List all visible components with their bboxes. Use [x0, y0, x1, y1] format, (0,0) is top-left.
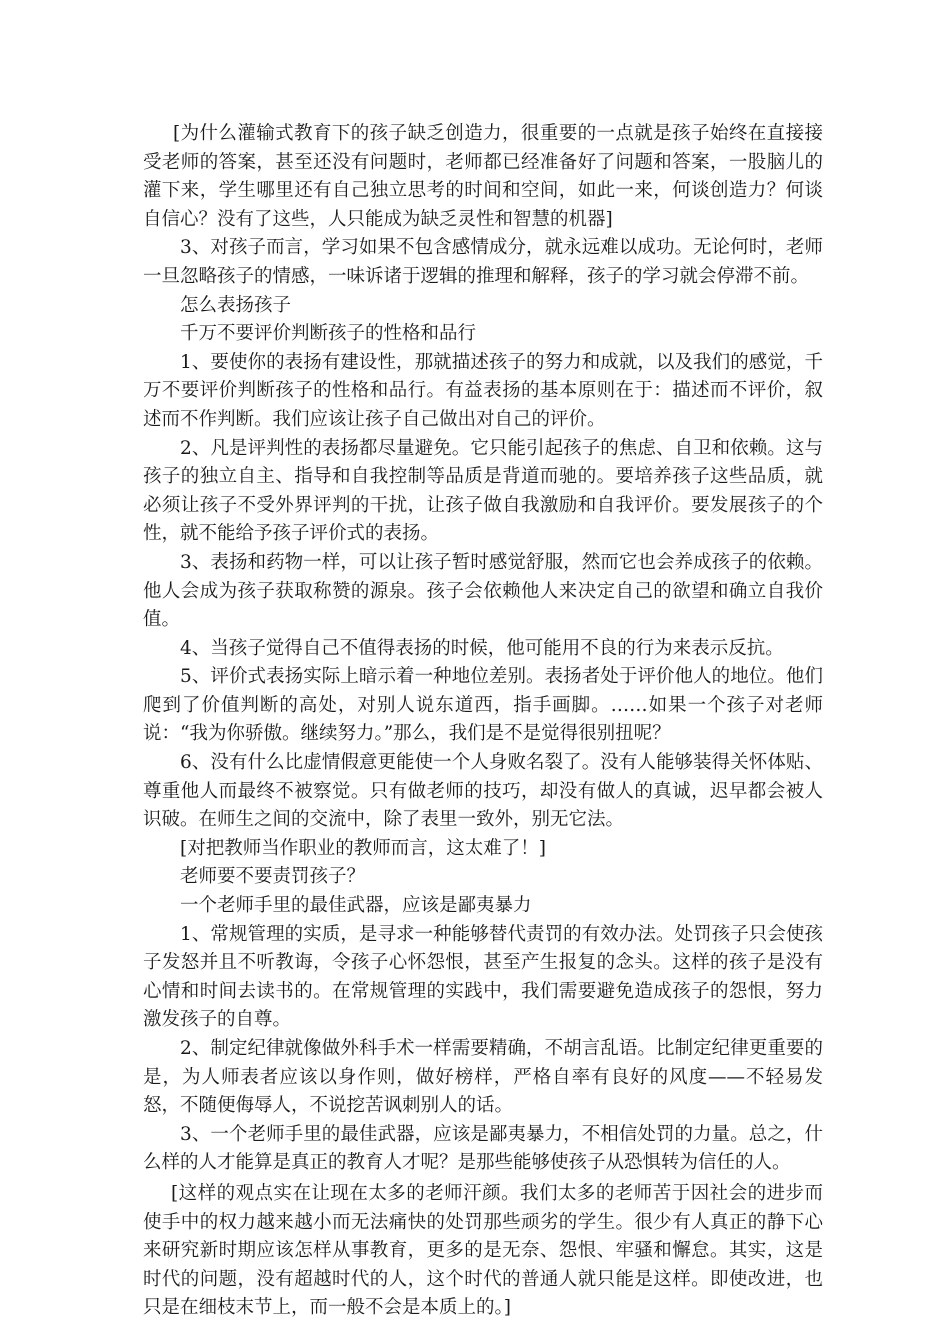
paragraph-punish-1: 1、常规管理的实质，是寻求一种能够替代责罚的有效办法。处罚孩子只会使孩子发怒并且不听教诲，令孩子心怀怨恨，甚至产生报复的念头。这样的孩子是没有心情和时间去读书的。在常规管理的实践中，我们需要避免造成孩子的怨恨，努力激发孩子的自尊。: [143, 923, 823, 1031]
paragraph-praise-6: 6、没有什么比虚情假意更能使一个人身败名裂了。没有人能够装得关怀体贴、尊重他人而最终不被察觉。只有做老师的技巧，却没有做人的真诚，迟早都会被人识破。在师生之间的交流中，除了表里一致外，别无它法。: [143, 752, 823, 831]
paragraph-praise-4: 4、当孩子觉得自己不值得表扬的时候，他可能用不良的行为来表示反抗。: [180, 637, 784, 659]
document-body: [143, 120, 823, 1323]
paragraph-praise-5: 5、评价式表扬实际上暗示着一种地位差别。表扬者处于评价他人的地位。他们爬到了价值判断的高处，对别人说东道西，指手画脚。……如果一个孩子对老师说：“我为你骄傲。继续努力。”那么，我们是不是觉得很别扭呢？: [143, 666, 823, 745]
paragraph-praise-1: 1、要使你的表扬有建设性，那就描述孩子的努力和成就，以及我们的感觉，千万不要评价判断孩子的性格和品行。有益表扬的基本原则在于：描述而不评价，叙述而不作判断。我们应该让孩子自己做出对自己的评价。: [143, 351, 823, 430]
paragraph-note-creativity: [为什么灌输式教育下的孩子缺乏创造力，很重要的一点就是孩子始终在直接接受老师的答案，甚至还没有问题时，老师都已经准备好了问题和答案，一股脑儿的灌下来，学生哪里还有自己独立思考的时间和空间，如此一来，何谈创造力？何谈自信心？没有了这些，人只能成为缺乏灵性和智慧的机器]: [143, 123, 823, 230]
heading-punishment: 老师要不要责罚孩子？: [180, 866, 366, 888]
subheading-best-weapon: 一个老师手里的最佳武器，应该是鄙夷暴力: [180, 895, 532, 917]
subheading-no-judgement: 千万不要评价判断孩子的性格和品行: [180, 323, 477, 345]
paragraph-note-teachers: [这样的观点实在让现在太多的老师汗颜。我们太多的老师苦于因社会的进步而使手中的权力越来越小而无法痛快的处罚那些顽劣的学生。很少有人真正的静下心来研究新时期应该怎样从事教育，更多的是无奈、怨恨、牢骚和懈怠。其实，这是时代的问题，没有超越时代的人，这个时代的普通人就只能是这样。即使改进，也只是在细枝末节上，而一般不会是本质上的。]: [143, 1182, 823, 1319]
paragraph-punish-3: 3、一个老师手里的最佳武器，应该是鄙夷暴力，不相信处罚的力量。总之，什么样的人才能算是真正的教育人才呢？是那些能够使孩子从恐惧转为信任的人。: [143, 1123, 823, 1174]
paragraph-praise-3: 3、表扬和药物一样，可以让孩子暂时感觉舒服，然而它也会养成孩子的依赖。他人会成为孩子获取称赞的源泉。孩子会依赖他人来决定自己的欲望和确立自我价值。: [143, 551, 823, 631]
heading-how-to-praise: 怎么表扬孩子: [180, 294, 292, 316]
paragraph-praise-2: 2、凡是评判性的表扬都尽量避免。它只能引起孩子的焦虑、自卫和依赖。这与孩子的独立自主、指导和自我控制等品质是背道而驰的。要培养孩子这些品质，就必须让孩子不受外界评判的干扰，让孩子做自我激励和自我评价。要发展孩子的个性，就不能给予孩子评价式的表扬。: [143, 437, 823, 545]
paragraph-emotion-learning: 3、对孩子而言，学习如果不包含感情成分，就永远难以成功。无论何时，老师一旦忽略孩子的情感，一味诉诸于逻辑的推理和解释，孩子的学习就会停滞不前。: [143, 237, 823, 287]
paragraph-punish-2: 2、制定纪律就像做外科手术一样需要精确，不胡言乱语。比制定纪律更重要的是，为人师表者应该以身作则，做好榜样，严格自率有良好的风度——不轻易发怒，不随便侮辱人，不说挖苦讽刺别人的话。: [143, 1038, 823, 1117]
paragraph-note-too-hard: [对把教师当作职业的教师而言，这太难了！]: [180, 837, 546, 859]
